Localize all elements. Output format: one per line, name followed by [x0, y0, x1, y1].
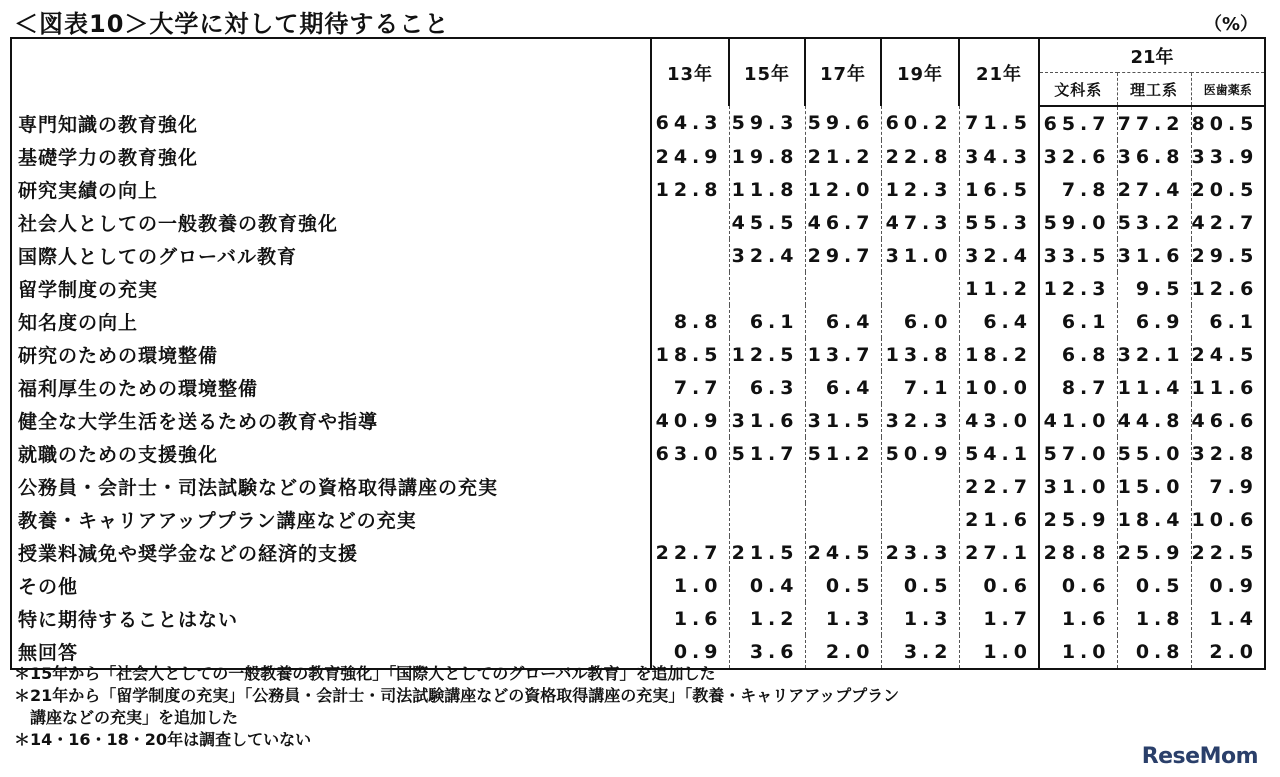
value-cell: 28.8 — [1039, 536, 1117, 569]
table-row — [11, 569, 1265, 602]
table-row — [11, 437, 1265, 470]
unit-label: （%） — [1203, 14, 1258, 35]
value-cell: 8.7 — [1039, 371, 1117, 404]
value-cell: 71.5 — [959, 106, 1039, 140]
value-cell: 18.2 — [959, 338, 1039, 371]
value-cell: 29.7 — [805, 239, 881, 272]
value-cell — [651, 272, 729, 305]
value-cell: 59.3 — [729, 106, 805, 140]
header-year: 17年 — [805, 38, 881, 106]
value-cell: 6.4 — [959, 305, 1039, 338]
value-cell: 18.5 — [651, 338, 729, 371]
value-cell: 46.7 — [805, 206, 881, 239]
value-cell: 22.5 — [1191, 536, 1265, 569]
value-cell: 51.2 — [805, 437, 881, 470]
value-cell: 6.4 — [805, 305, 881, 338]
value-cell: 31.0 — [881, 239, 959, 272]
value-cell: 3.6 — [729, 635, 805, 669]
value-cell: 65.7 — [1039, 106, 1117, 140]
value-cell: 42.7 — [1191, 206, 1265, 239]
header-sub: 文科系 — [1039, 73, 1117, 107]
value-cell: 13.8 — [881, 338, 959, 371]
value-cell: 12.3 — [881, 173, 959, 206]
value-cell: 29.5 — [1191, 239, 1265, 272]
value-cell: 6.4 — [805, 371, 881, 404]
header-group: 21年 — [1039, 38, 1265, 73]
value-cell: 0.8 — [1117, 635, 1191, 669]
value-cell — [729, 503, 805, 536]
value-cell: 7.7 — [651, 371, 729, 404]
value-cell: 24.5 — [805, 536, 881, 569]
value-cell: 2.0 — [805, 635, 881, 669]
row-label: 社会人としての一般教養の教育強化 — [11, 206, 651, 239]
value-cell: 33.9 — [1191, 140, 1265, 173]
table-row — [11, 404, 1265, 437]
value-cell: 0.6 — [959, 569, 1039, 602]
row-label: 授業料減免や奨学金などの経済的支援 — [11, 536, 651, 569]
value-cell: 0.9 — [1191, 569, 1265, 602]
row-label: 専門知識の教育強化 — [11, 106, 651, 140]
value-cell: 21.6 — [959, 503, 1039, 536]
value-cell: 23.3 — [881, 536, 959, 569]
value-cell: 22.7 — [959, 470, 1039, 503]
row-label: その他 — [11, 569, 651, 602]
value-cell: 24.9 — [651, 140, 729, 173]
value-cell: 25.9 — [1039, 503, 1117, 536]
value-cell: 10.0 — [959, 371, 1039, 404]
value-cell: 11.6 — [1191, 371, 1265, 404]
row-label: 就職のための支援強化 — [11, 437, 651, 470]
value-cell — [805, 503, 881, 536]
value-cell: 12.0 — [805, 173, 881, 206]
value-cell: 22.8 — [881, 140, 959, 173]
value-cell: 1.7 — [959, 602, 1039, 635]
value-cell: 1.2 — [729, 602, 805, 635]
value-cell: 10.6 — [1191, 503, 1265, 536]
value-cell — [729, 470, 805, 503]
table-row — [11, 371, 1265, 404]
value-cell: 3.2 — [881, 635, 959, 669]
footnote: ＊14・16・18・20年は調査していない — [14, 730, 312, 749]
value-cell: 24.5 — [1191, 338, 1265, 371]
value-cell — [651, 239, 729, 272]
value-cell: 54.1 — [959, 437, 1039, 470]
table-row — [11, 173, 1265, 206]
value-cell: 9.5 — [1117, 272, 1191, 305]
table-row — [11, 338, 1265, 371]
watermark-logo: ReseMom — [1141, 744, 1258, 769]
header-year: 19年 — [881, 38, 959, 106]
value-cell: 32.4 — [959, 239, 1039, 272]
value-cell: 1.4 — [1191, 602, 1265, 635]
value-cell: 12.8 — [651, 173, 729, 206]
value-cell: 1.6 — [651, 602, 729, 635]
value-cell: 6.1 — [729, 305, 805, 338]
value-cell: 80.5 — [1191, 106, 1265, 140]
header-year: 15年 — [729, 38, 805, 106]
value-cell: 36.8 — [1117, 140, 1191, 173]
value-cell: 1.0 — [959, 635, 1039, 669]
value-cell: 40.9 — [651, 404, 729, 437]
value-cell: 53.2 — [1117, 206, 1191, 239]
row-label: 留学制度の充実 — [11, 272, 651, 305]
value-cell: 6.3 — [729, 371, 805, 404]
header-year: 21年 — [959, 38, 1039, 106]
table-row — [11, 503, 1265, 536]
table-row — [11, 206, 1265, 239]
value-cell: 63.0 — [651, 437, 729, 470]
header-sub: 医歯薬系 — [1191, 73, 1265, 107]
value-cell: 6.0 — [881, 305, 959, 338]
value-cell: 1.3 — [881, 602, 959, 635]
value-cell: 12.5 — [729, 338, 805, 371]
value-cell: 59.0 — [1039, 206, 1117, 239]
value-cell: 77.2 — [1117, 106, 1191, 140]
value-cell: 0.4 — [729, 569, 805, 602]
value-cell: 25.9 — [1117, 536, 1191, 569]
value-cell: 7.1 — [881, 371, 959, 404]
value-cell: 34.3 — [959, 140, 1039, 173]
value-cell: 43.0 — [959, 404, 1039, 437]
value-cell — [729, 272, 805, 305]
row-label: 国際人としてのグローバル教育 — [11, 239, 651, 272]
value-cell: 0.5 — [881, 569, 959, 602]
value-cell: 55.0 — [1117, 437, 1191, 470]
value-cell — [881, 503, 959, 536]
row-label: 教養・キャリアアッププラン講座などの充実 — [11, 503, 651, 536]
row-label: 研究のための環境整備 — [11, 338, 651, 371]
table-row — [11, 106, 1265, 140]
value-cell: 2.0 — [1191, 635, 1265, 669]
row-label: 知名度の向上 — [11, 305, 651, 338]
value-cell — [805, 470, 881, 503]
footnote: 講座などの充実」を追加した — [14, 708, 239, 727]
row-label: 基礎学力の教育強化 — [11, 140, 651, 173]
value-cell: 8.8 — [651, 305, 729, 338]
value-cell: 0.5 — [1117, 569, 1191, 602]
row-label: 特に期待することはない — [11, 602, 651, 635]
value-cell: 22.7 — [651, 536, 729, 569]
table-row — [11, 239, 1265, 272]
value-cell: 0.6 — [1039, 569, 1117, 602]
row-label: 健全な大学生活を送るための教育や指導 — [11, 404, 651, 437]
value-cell: 51.7 — [729, 437, 805, 470]
value-cell: 11.8 — [729, 173, 805, 206]
value-cell: 6.9 — [1117, 305, 1191, 338]
value-cell — [651, 503, 729, 536]
value-cell: 32.3 — [881, 404, 959, 437]
table-row — [11, 272, 1265, 305]
header-year: 13年 — [651, 38, 729, 106]
value-cell — [881, 470, 959, 503]
value-cell: 27.4 — [1117, 173, 1191, 206]
value-cell: 13.7 — [805, 338, 881, 371]
value-cell: 20.5 — [1191, 173, 1265, 206]
value-cell: 7.8 — [1039, 173, 1117, 206]
value-cell: 31.5 — [805, 404, 881, 437]
value-cell: 16.5 — [959, 173, 1039, 206]
row-label: 福利厚生のための環境整備 — [11, 371, 651, 404]
table-row — [11, 536, 1265, 569]
value-cell: 31.6 — [729, 404, 805, 437]
value-cell: 46.6 — [1191, 404, 1265, 437]
value-cell — [805, 272, 881, 305]
value-cell: 60.2 — [881, 106, 959, 140]
value-cell: 11.4 — [1117, 371, 1191, 404]
value-cell: 12.6 — [1191, 272, 1265, 305]
value-cell — [881, 272, 959, 305]
value-cell: 32.1 — [1117, 338, 1191, 371]
value-cell: 6.1 — [1191, 305, 1265, 338]
chart-title: ＜図表10＞大学に対して期待すること — [14, 10, 450, 38]
table-row — [11, 305, 1265, 338]
value-cell — [651, 206, 729, 239]
value-cell: 44.8 — [1117, 404, 1191, 437]
table-row — [11, 140, 1265, 173]
value-cell: 0.9 — [651, 635, 729, 669]
value-cell: 21.5 — [729, 536, 805, 569]
value-cell: 19.8 — [729, 140, 805, 173]
value-cell — [651, 470, 729, 503]
table-row — [11, 602, 1265, 635]
value-cell: 27.1 — [959, 536, 1039, 569]
value-cell: 32.6 — [1039, 140, 1117, 173]
value-cell: 12.3 — [1039, 272, 1117, 305]
value-cell: 6.8 — [1039, 338, 1117, 371]
value-cell: 21.2 — [805, 140, 881, 173]
value-cell: 1.8 — [1117, 602, 1191, 635]
value-cell: 32.4 — [729, 239, 805, 272]
value-cell: 31.6 — [1117, 239, 1191, 272]
value-cell: 50.9 — [881, 437, 959, 470]
table-row — [11, 470, 1265, 503]
value-cell: 15.0 — [1117, 470, 1191, 503]
footnote: ＊21年から「留学制度の充実」「公務員・会計士・司法試験講座などの資格取得講座の充実」「教養・キャリアアッププラン — [14, 686, 900, 705]
row-label: 公務員・会計士・司法試験などの資格取得講座の充実 — [11, 470, 651, 503]
footnote: ＊15年から「社会人としての一般教養の教育強化」「国際人としてのグローバル教育」を追加した — [14, 664, 716, 683]
header-label-cell — [11, 38, 651, 106]
value-cell: 1.3 — [805, 602, 881, 635]
value-cell: 7.9 — [1191, 470, 1265, 503]
value-cell: 64.3 — [651, 106, 729, 140]
value-cell: 45.5 — [729, 206, 805, 239]
value-cell: 1.0 — [651, 569, 729, 602]
value-cell: 11.2 — [959, 272, 1039, 305]
footnotes — [14, 663, 899, 751]
value-cell: 59.6 — [805, 106, 881, 140]
value-cell: 57.0 — [1039, 437, 1117, 470]
value-cell: 41.0 — [1039, 404, 1117, 437]
value-cell: 1.0 — [1039, 635, 1117, 669]
value-cell: 47.3 — [881, 206, 959, 239]
value-cell: 6.1 — [1039, 305, 1117, 338]
data-table — [10, 37, 1266, 670]
value-cell: 31.0 — [1039, 470, 1117, 503]
value-cell: 32.8 — [1191, 437, 1265, 470]
row-label: 無回答 — [11, 635, 651, 669]
value-cell: 55.3 — [959, 206, 1039, 239]
value-cell: 0.5 — [805, 569, 881, 602]
value-cell: 18.4 — [1117, 503, 1191, 536]
header-sub: 理工系 — [1117, 73, 1191, 107]
row-label: 研究実績の向上 — [11, 173, 651, 206]
value-cell: 33.5 — [1039, 239, 1117, 272]
value-cell: 1.6 — [1039, 602, 1117, 635]
